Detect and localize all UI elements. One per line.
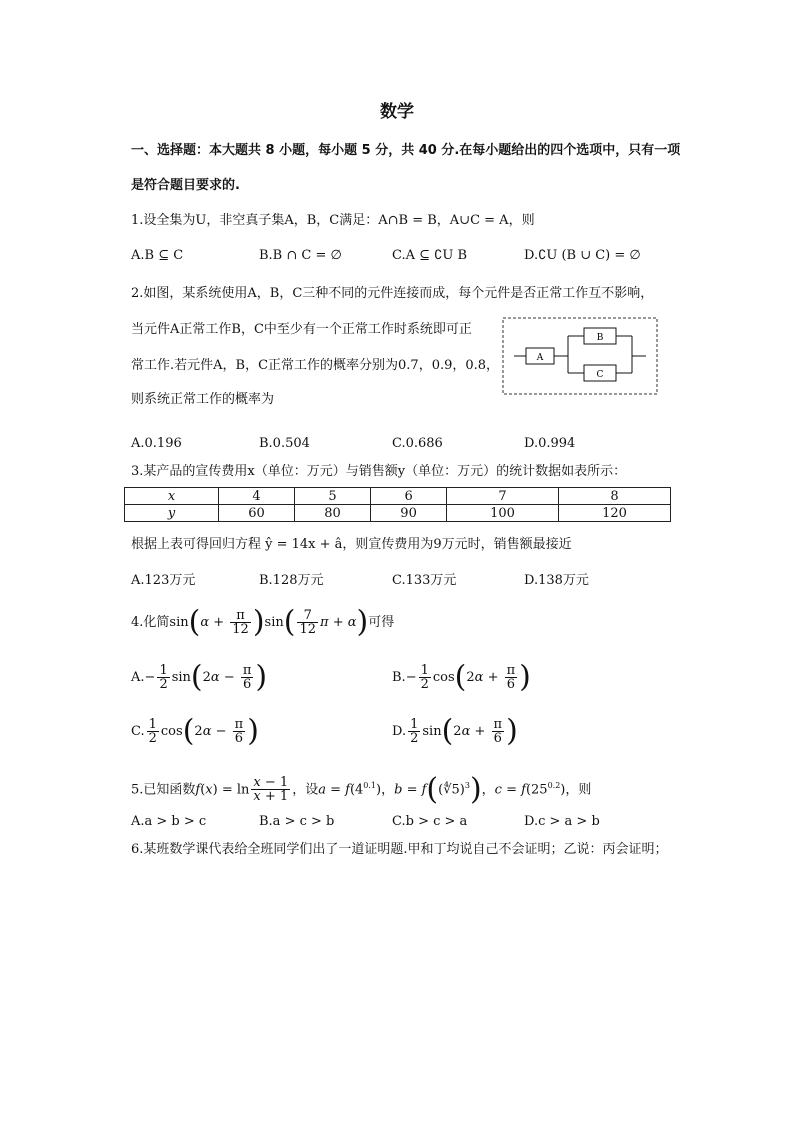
q5-option-b: B.a > c > b xyxy=(259,814,335,829)
table-cell: x xyxy=(125,488,219,505)
page-title: 数学 xyxy=(380,102,414,122)
q1-option-c: C.A ⊆ ∁U B xyxy=(392,248,468,263)
q5-option-a: A.a > b > c xyxy=(131,814,207,829)
q2-line3: 常工作.若元件A，B，C正常工作的概率分别为0.7，0.9，0.8， xyxy=(131,358,500,373)
q2-option-d: D.0.994 xyxy=(524,436,576,451)
circuit-diagram xyxy=(502,317,658,395)
q5-option-c: C.b > c > a xyxy=(392,814,468,829)
q4-prefix: 4.化简 xyxy=(131,615,170,630)
q4-option-c: C. $\frac{1}{2}$ cos(2α − $\frac{\pi}{6}$ ) xyxy=(131,713,259,749)
q2-option-c: C.0.686 xyxy=(392,436,443,451)
q4-option-d: D. $\frac{1}{2}$ sin(2α + $\frac{\pi}{6}$ ) xyxy=(392,713,518,749)
q3-stem: 3.某产品的宣传费用x（单位：万元）与销售额y（单位：万元）的统计数据如表所示： xyxy=(131,464,627,479)
q6-stem: 6.某班数学课代表给全班同学们出了一道证明题.甲和丁均说自己不会证明；乙说：丙会证明； xyxy=(131,842,668,857)
table-cell: 60 xyxy=(219,505,295,522)
q2-option-a: A.0.196 xyxy=(131,436,182,451)
table-cell: 7 xyxy=(447,488,559,505)
q3-data-table xyxy=(124,487,671,522)
q1-option-b: B.B ∩ C = ∅ xyxy=(259,248,342,263)
q3-option-d: D.138万元 xyxy=(524,573,589,588)
q4-option-b: B.− $\frac{1}{2}$ cos(2α + $\frac{\pi}{6}$ ) xyxy=(392,659,531,695)
q5-stem: 5.已知函数f(x) = ln $\frac{x - 1}{x + 1}$ ，设$a = f(4^{0.1})$，b = f((∜5)$^3$)，$c = f(25^{0.2})$，则 xyxy=(131,771,592,807)
table-row xyxy=(125,505,671,522)
q4-option-a: A.− $\frac{1}{2}$ sin(2α − $\frac{\pi}{6}$ ) xyxy=(131,659,268,695)
table-cell: 6 xyxy=(371,488,447,505)
q4-stem: 4.化简sin(α + $\frac{\pi}{12}$ )sin( $\frac{7}{12}$ π + α)可得 xyxy=(131,604,395,640)
table-cell: 120 xyxy=(559,505,671,522)
section-heading-line1: 一、选择题：本大题共 8 小题，每小题 5 分，共 40 分.在每小题给出的四个选项中，只有一项 xyxy=(131,143,681,158)
q2-line1: 2.如图，某系统使用A，B，C三种不同的元件连接而成，每个元件是否正常工作互不影响， xyxy=(131,286,654,301)
section-heading-line2: 是符合题目要求的. xyxy=(131,178,240,193)
q2-line4: 则系统正常工作的概率为 xyxy=(131,392,275,407)
q3-regression: 根据上表可得回归方程 ŷ = 14x + â，则宣传费用为9万元时，销售额最接近 xyxy=(131,537,572,552)
q1-stem: 1.设全集为U，非空真子集A，B，C满足：A∩B = B，A∪C = A，则 xyxy=(131,213,535,228)
table-cell: 90 xyxy=(371,505,447,522)
table-cell: y xyxy=(125,505,219,522)
table-cell: 4 xyxy=(219,488,295,505)
table-row xyxy=(125,488,671,505)
q4-suffix: 可得 xyxy=(368,615,395,630)
element-c-label: C xyxy=(596,370,604,380)
q3-option-a: A.123万元 xyxy=(131,573,196,588)
q1-option-d: D.∁U (B ∪ C) = ∅ xyxy=(524,248,641,263)
element-a-label: A xyxy=(536,353,544,363)
q5-option-d: D.c > a > b xyxy=(524,814,600,829)
q2-line2: 当元件A正常工作B，C中至少有一个正常工作时系统即可正 xyxy=(131,322,472,337)
q3-option-c: C.133万元 xyxy=(392,573,457,588)
table-cell: 100 xyxy=(447,505,559,522)
q3-option-b: B.128万元 xyxy=(259,573,324,588)
table-cell: 80 xyxy=(295,505,371,522)
element-b-label: B xyxy=(596,333,604,343)
table-cell: 8 xyxy=(559,488,671,505)
table-cell: 5 xyxy=(295,488,371,505)
q1-option-a: A.B ⊆ C xyxy=(131,248,184,263)
q2-option-b: B.0.504 xyxy=(259,436,310,451)
